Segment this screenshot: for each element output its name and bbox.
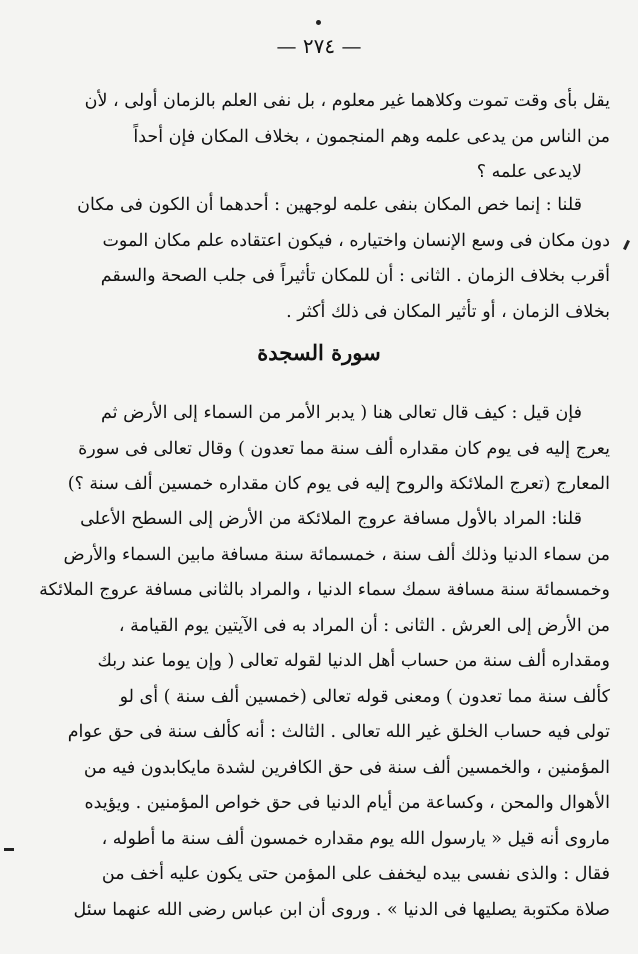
page-number: — ٢٧٤ — [276,34,362,58]
paragraph-2 [28,188,610,330]
ink-dot [316,20,321,25]
text-line: من الناس من يدعى علمه وهم المنجمون ، بخلاف المكان فإن أحداً [133,126,610,147]
text-line: يقل بأى وقت تموت وكلاهما غير معلوم ، بل نفى العلم بالزمان أولى ، لأن [84,91,610,111]
text-line: صلاة مكتوبة يصليها فى الدنيا » . وروى أن ابن عباس رضى الله عنهما سئل [73,899,610,920]
text-line: دون مكان فى وسع الإنسان واختياره ، فيكون اعتقاده علم مكان الموت [102,230,610,251]
text-line: ماروى أنه قيل « يارسول الله يوم مقداره خمسون ألف سنة ما أطوله ، [101,828,610,849]
text-line: فإن قيل : كيف قال تعالى هنا ( يدبر الأمر من السماء إلى الأرض ثم [101,403,582,423]
text-line: من الأرض إلى العرش . الثانى : أن المراد به فى الآيتين يوم القيامة ، [118,615,610,636]
text-line: ومقداره ألف سنة من حساب أهل الدنيا لقوله تعالى ( وإن يوما عند ربك [97,651,610,671]
scan-mark [623,240,630,250]
text-line: أقرب بخلاف الزمان . الثانى : أن للمكان تأثيراً فى جلب الصحة والسقم [100,266,610,286]
text-line: بخلاف الزمان ، أو تأثير المكان فى ذلك أكثر . [286,301,610,322]
scan-mark [4,848,14,851]
text-line: يعرج إليه فى يوم كان مقداره ألف سنة مما تعدون ) وقال تعالى فى سورة [78,438,610,459]
section-heading: سورة السجدة [257,340,381,365]
text-line: فقال : والذى نفسى بيده ليخفف على المؤمن حتى يكون عليه أخف من [101,864,610,884]
text-line: لايدعى علمه ؟ [476,162,582,182]
text-line: المؤمنين ، والخمسين ألف سنة فى حق الكافرين لشدة مايكابدون فيه من [83,757,610,778]
text-line: وخمسمائة سنة مسافة سمك سماء الدنيا ، والمراد بالثانى مسافة عروج الملائكة [39,580,610,600]
text-line: تولى فيه حساب الخلق غير الله تعالى . الثالث : أنه كألف سنة فى حق عوام [67,722,610,742]
paragraph-1 [28,84,610,191]
text-line: قلنا : إنما خص المكان بنفى علمه لوجهين : أحدهما أن الكون فى مكان [77,195,582,215]
text-line: من سماء الدنيا وذلك ألف سنة ، خمسمائة سنة مسافة مابين السماء والأرض [63,544,610,565]
text-line: المعارج (تعرج الملائكة والروح إليه فى يوم كان مقداره خمسين ألف سنة ؟) [67,474,610,494]
paragraph-3 [28,396,610,503]
text-line: قلنا: المراد بالأول مسافة عروج الملائكة من الأرض إلى السطح الأعلى [80,509,582,529]
text-line: كألف سنة مما تعدون ) ومعنى قوله تعالى (خمسين ألف سنة ) أى لو [119,686,610,707]
paragraph-4 [28,502,610,928]
text-line: الأهوال والمحن ، وكساعة من أيام الدنيا فى حق خواص المؤمنين . ويؤيده [84,793,610,813]
